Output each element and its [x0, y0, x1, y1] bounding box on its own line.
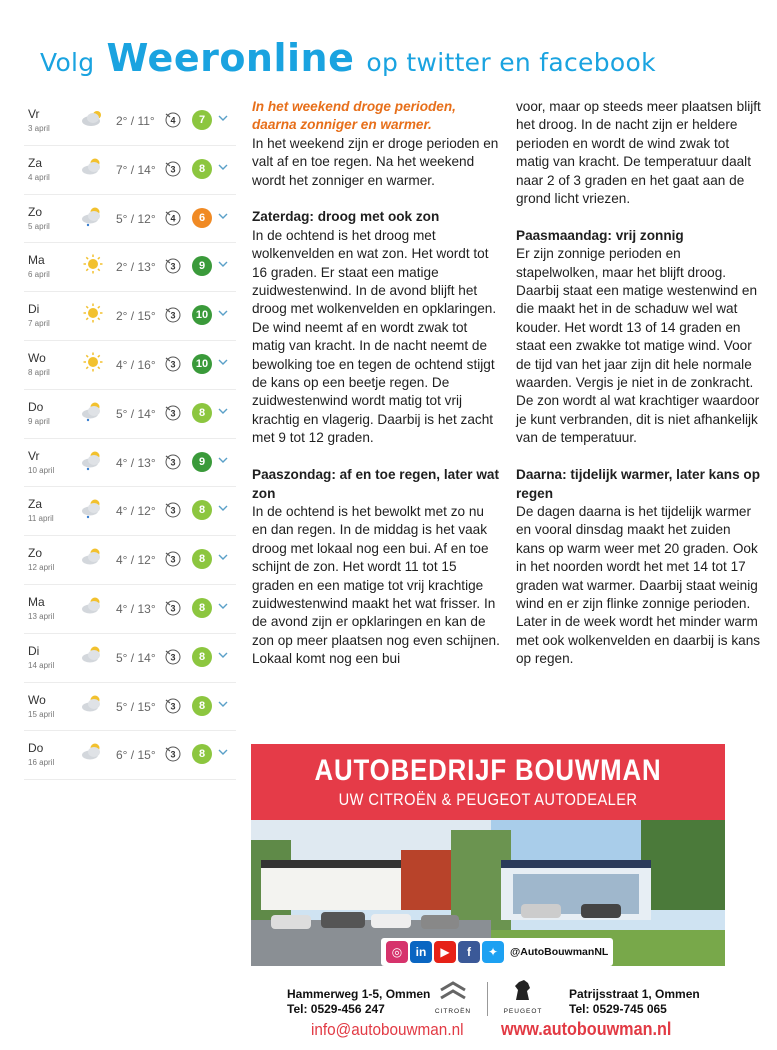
forecast-day-row[interactable]	[24, 341, 236, 390]
wind-force-icon	[164, 697, 182, 715]
peugeot-lion-icon	[510, 978, 536, 1002]
article-column-1	[252, 98, 502, 669]
sun-cloud-icon	[80, 741, 106, 763]
wind-force-icon	[164, 648, 182, 666]
article-lead: In het weekend droge perioden, daarna zonniger en warmer.	[252, 99, 456, 133]
day-name: Za	[28, 497, 43, 512]
chevron-down-icon[interactable]	[217, 112, 229, 124]
forecast-day-row[interactable]	[24, 731, 236, 780]
ad-banner	[251, 744, 725, 820]
address-peugeot	[569, 987, 700, 1017]
forecast-day-row[interactable]	[24, 634, 236, 683]
wind-force-value: 3	[170, 603, 176, 614]
wind-force-value: 4	[170, 115, 176, 126]
social-handle[interactable]: @AutoBouwmanNL	[510, 946, 609, 958]
wind-force-value: 3	[170, 749, 176, 760]
forecast-list	[24, 97, 236, 780]
saturday-heading: Zaterdag: droog met ook zon	[252, 209, 440, 225]
header-prefix: Volg	[40, 48, 95, 77]
address-right-phone: Tel: 0529-745 065	[569, 1002, 667, 1016]
wind-force-icon	[164, 745, 182, 763]
day-date: 15 april	[28, 709, 55, 719]
sun-cloud-icon	[80, 546, 106, 568]
day-date: 8 april	[28, 367, 50, 377]
sun-cloud-icon	[80, 644, 106, 666]
header-suffix: op twitter en facebook	[366, 48, 656, 77]
temperature-range: 5° / 14°	[116, 406, 156, 421]
day-name: Vr	[28, 107, 40, 121]
weather-score-badge: 8	[192, 159, 212, 179]
forecast-day-row[interactable]	[24, 243, 236, 292]
chevron-down-icon[interactable]	[217, 502, 229, 514]
weather-score-badge: 7	[192, 110, 212, 130]
day-name: Ma	[28, 594, 45, 609]
ad-title: AUTOBEDRIJF BOUWMAN	[314, 754, 662, 787]
temperature-range: 2° / 11°	[116, 114, 155, 128]
day-name: Do	[28, 399, 44, 414]
wind-force-icon	[164, 257, 182, 275]
monday-text: Er zijn zonnige perioden en stapelwolken, maar het blijft droog. Daarbij staat een matige westenwind en die maakt het in de schaduw wel wat kouder. Het wordt 13 of 14 graden en staat een zwakke tot matige wind. Voor de tijd van het jaar zijn dit hele normale waarden. Vergis je niet in de zonkracht. De zon wordt al wat krachtiger waardoor je kunt verbranden, dit is niet afhankelijk van de temperatuur.	[516, 246, 760, 446]
sunday-heading: Paaszondag: af en toe regen, later wat zon	[252, 467, 500, 501]
temperature-range: 2° / 15°	[116, 309, 156, 324]
monday-heading: Paasmaandag: vrij zonnig	[516, 227, 684, 243]
chevron-down-icon[interactable]	[217, 454, 229, 466]
sun-cloud-icon	[80, 693, 106, 715]
temperature-range: 4° / 13°	[116, 601, 156, 616]
temperature-range: 4° / 13°	[116, 455, 156, 470]
day-date: 11 april	[28, 514, 54, 524]
wind-force-value: 3	[170, 310, 176, 321]
day-name: Ma	[28, 253, 45, 268]
sun-cloud-icon	[80, 156, 106, 178]
wind-force-value: 3	[170, 359, 176, 370]
wind-force-icon	[164, 453, 182, 471]
day-date: 5 april	[28, 221, 50, 231]
chevron-down-icon[interactable]	[217, 551, 229, 563]
citroen-chevrons-icon	[438, 980, 468, 1002]
forecast-day-row[interactable]	[24, 390, 236, 439]
wind-force-value: 4	[170, 213, 176, 224]
weather-score-badge: 9	[192, 452, 212, 472]
day-date: 7 april	[28, 319, 50, 329]
day-name: Wo	[28, 692, 46, 707]
wind-force-icon	[164, 209, 182, 227]
weather-score-badge: 10	[192, 354, 212, 374]
weather-score-badge: 8	[192, 500, 212, 520]
weather-score-badge: 6	[192, 208, 212, 228]
citroen-label: CITROËN	[434, 1008, 472, 1015]
day-date: 6 april	[28, 270, 50, 280]
social-bar[interactable]	[381, 938, 613, 966]
wind-force-value: 3	[170, 261, 176, 272]
sun-icon	[80, 351, 106, 373]
day-date: 14 april	[28, 660, 55, 670]
forecast-day-row[interactable]	[24, 195, 236, 244]
chevron-down-icon[interactable]	[217, 746, 229, 758]
address-citroen	[287, 987, 430, 1017]
temperature-range: 6° / 15°	[116, 748, 156, 763]
day-name: Di	[28, 302, 40, 317]
logo-divider	[487, 982, 488, 1016]
page-header	[40, 36, 656, 86]
wind-force-value: 3	[170, 164, 176, 175]
temperature-range: 2° / 13°	[116, 260, 156, 275]
wind-force-icon	[164, 550, 182, 568]
wind-force-value: 3	[170, 701, 176, 712]
chevron-down-icon[interactable]	[217, 649, 229, 661]
ad-subtitle: UW CITROËN & PEUGEOT AUTODEALER	[338, 790, 638, 809]
sun-cloud-icon	[80, 595, 106, 617]
chevron-down-icon[interactable]	[217, 405, 229, 417]
saturday-text: In de ochtend is het droog met wolkenvelden en wat zon. Het wordt tot 16 graden. Er staat een matige zuidwestenwind. In de avond blijft het droog met wolkenvelden en opklaringen. De wind neemt af en wordt zwak tot matig van kracht. In de nacht neemt de bewolking toe en tegen de ochtend stijgt de kans op een beetje regen. De zuidwestenwind wordt matig tot vrij krachtig en vlagerig. Daarbij is het zacht met 9 tot 12 graden.	[252, 227, 497, 446]
forecast-day-row[interactable]	[24, 292, 236, 341]
weather-score-badge: 8	[192, 744, 212, 764]
youtube-icon[interactable]: ▶	[434, 941, 456, 963]
peugeot-label: PEUGEOT	[503, 1008, 543, 1015]
sunday-text-continued: voor, maar op steeds meer plaatsen blijft het droog. In de nacht zijn er heldere perioden en wordt de wind zwak tot matig van kracht. De temperatuur daalt naar 2 of 3 graden en het gaat aan de grond licht vriezen.	[516, 99, 761, 207]
temperature-range: 5° / 14°	[116, 650, 156, 665]
day-date: 3 april	[28, 124, 50, 133]
temperature-range: 4° / 12°	[116, 504, 156, 519]
weather-score-badge: 10	[192, 305, 212, 325]
forecast-day-row[interactable]	[24, 146, 236, 195]
weather-score-badge: 8	[192, 647, 212, 667]
chevron-down-icon[interactable]	[217, 698, 229, 710]
advertisement[interactable]	[251, 744, 725, 1044]
article-column-2	[516, 98, 762, 669]
wind-force-icon	[164, 599, 182, 617]
wind-force-icon	[164, 404, 182, 422]
wind-force-value: 3	[170, 652, 176, 663]
peugeot-logo	[491, 978, 555, 1015]
forecast-day-row[interactable]	[24, 683, 236, 732]
wind-force-icon	[164, 501, 182, 519]
twitter-icon[interactable]: ✦	[482, 941, 504, 963]
wind-force-value: 3	[170, 554, 176, 565]
day-name: Wo	[28, 350, 46, 365]
day-date: 10 april	[28, 465, 55, 475]
weather-score-badge: 9	[192, 256, 212, 276]
forecast-day-row[interactable]	[24, 585, 236, 634]
wind-force-icon	[164, 306, 182, 324]
after-heading: Daarna: tijdelijk warmer, later kans op regen	[516, 467, 761, 501]
sun-cloud-rain-icon	[80, 205, 106, 227]
day-date: 9 april	[28, 416, 50, 426]
chevron-down-icon[interactable]	[217, 210, 229, 222]
day-name: Za	[28, 155, 43, 170]
chevron-down-icon[interactable]	[217, 258, 229, 270]
citroen-logo	[431, 980, 475, 1015]
wind-force-value: 3	[170, 408, 176, 419]
wind-force-value: 3	[170, 505, 176, 516]
weather-score-badge: 8	[192, 549, 212, 569]
day-name: Di	[28, 643, 40, 658]
chevron-down-icon[interactable]	[217, 161, 229, 173]
chevron-down-icon[interactable]	[217, 307, 229, 319]
website-link[interactable]: www.autobouwman.nl	[501, 1019, 672, 1039]
after-text: De dagen daarna is het tijdelijk warmer en vooral dinsdag maakt het zuiden kans op warm weer met 20 graden. Ook in het noorden wordt het met 14 tot 17 graden wat warmer. Daarbij staat weinig wind en er zijn flinke zonnige perioden. Later in de week wordt het minder warm met ook wolkenvelden en daarbij is kans op regen.	[516, 503, 761, 667]
wind-force-icon	[164, 355, 182, 373]
temperature-range: 4° / 12°	[116, 553, 156, 568]
sun-cloud-rain-icon	[80, 497, 106, 519]
sun-cloud-rain-icon	[80, 449, 106, 471]
day-date: 12 april	[28, 563, 55, 573]
facebook-icon[interactable]: f	[458, 941, 480, 963]
article-intro: In het weekend zijn er droge perioden en valt af en toe regen. Na het weekend wordt het zonniger en warmer.	[252, 135, 499, 188]
address-left-street: Hammerweg 1-5, Ommen	[287, 987, 431, 1001]
wind-force-icon	[164, 111, 182, 129]
day-name: Zo	[28, 204, 43, 219]
instagram-icon[interactable]: ◎	[386, 941, 408, 963]
forecast-day-row[interactable]	[24, 97, 236, 146]
chevron-down-icon[interactable]	[217, 600, 229, 612]
temperature-range: 5° / 15°	[116, 699, 156, 714]
weather-score-badge: 8	[192, 696, 212, 716]
address-right-street: Patrijsstraat 1, Ommen	[569, 987, 700, 1001]
sun-cloud-rain-icon	[80, 400, 106, 422]
weather-score-badge: 8	[192, 598, 212, 618]
address-left-phone: Tel: 0529-456 247	[287, 1002, 385, 1016]
wind-force-value: 3	[170, 457, 176, 468]
temperature-range: 7° / 14°	[116, 162, 156, 177]
weather-score-badge: 8	[192, 403, 212, 423]
day-name: Zo	[28, 546, 43, 561]
forecast-day-row[interactable]	[24, 439, 236, 488]
forecast-day-row[interactable]	[24, 536, 236, 585]
email-link[interactable]: info@autobouwman.nl	[311, 1020, 464, 1039]
day-date: 16 april	[28, 758, 55, 768]
day-date: 4 april	[28, 172, 50, 182]
forecast-day-row[interactable]	[24, 487, 236, 536]
wind-force-icon	[164, 160, 182, 178]
header-brand: Weeronline	[106, 36, 355, 80]
cloud-sun-icon	[80, 107, 106, 129]
chevron-down-icon[interactable]	[217, 356, 229, 368]
sun-icon	[80, 253, 106, 275]
day-name: Vr	[28, 448, 40, 463]
sun-icon	[80, 302, 106, 324]
day-date: 13 april	[28, 611, 55, 621]
linkedin-icon[interactable]: in	[410, 941, 432, 963]
sunday-text: In de ochtend is het bewolkt met zo nu en dan regen. In de middag is het vaak droog met lokaal nog een bui. Af en toe schijnt de zon. Het wordt 11 tot 15 graden en een matige tot vrij krachtige zuidwestenwind maakt het wat frisser. In de avond zijn er opklaringen en kan de zon op meer plaatsen nog even schijnen. Lokaal komt nog een bui	[252, 503, 500, 667]
temperature-range: 4° / 16°	[116, 357, 156, 372]
day-name: Do	[28, 741, 44, 756]
temperature-range: 5° / 12°	[116, 211, 156, 226]
